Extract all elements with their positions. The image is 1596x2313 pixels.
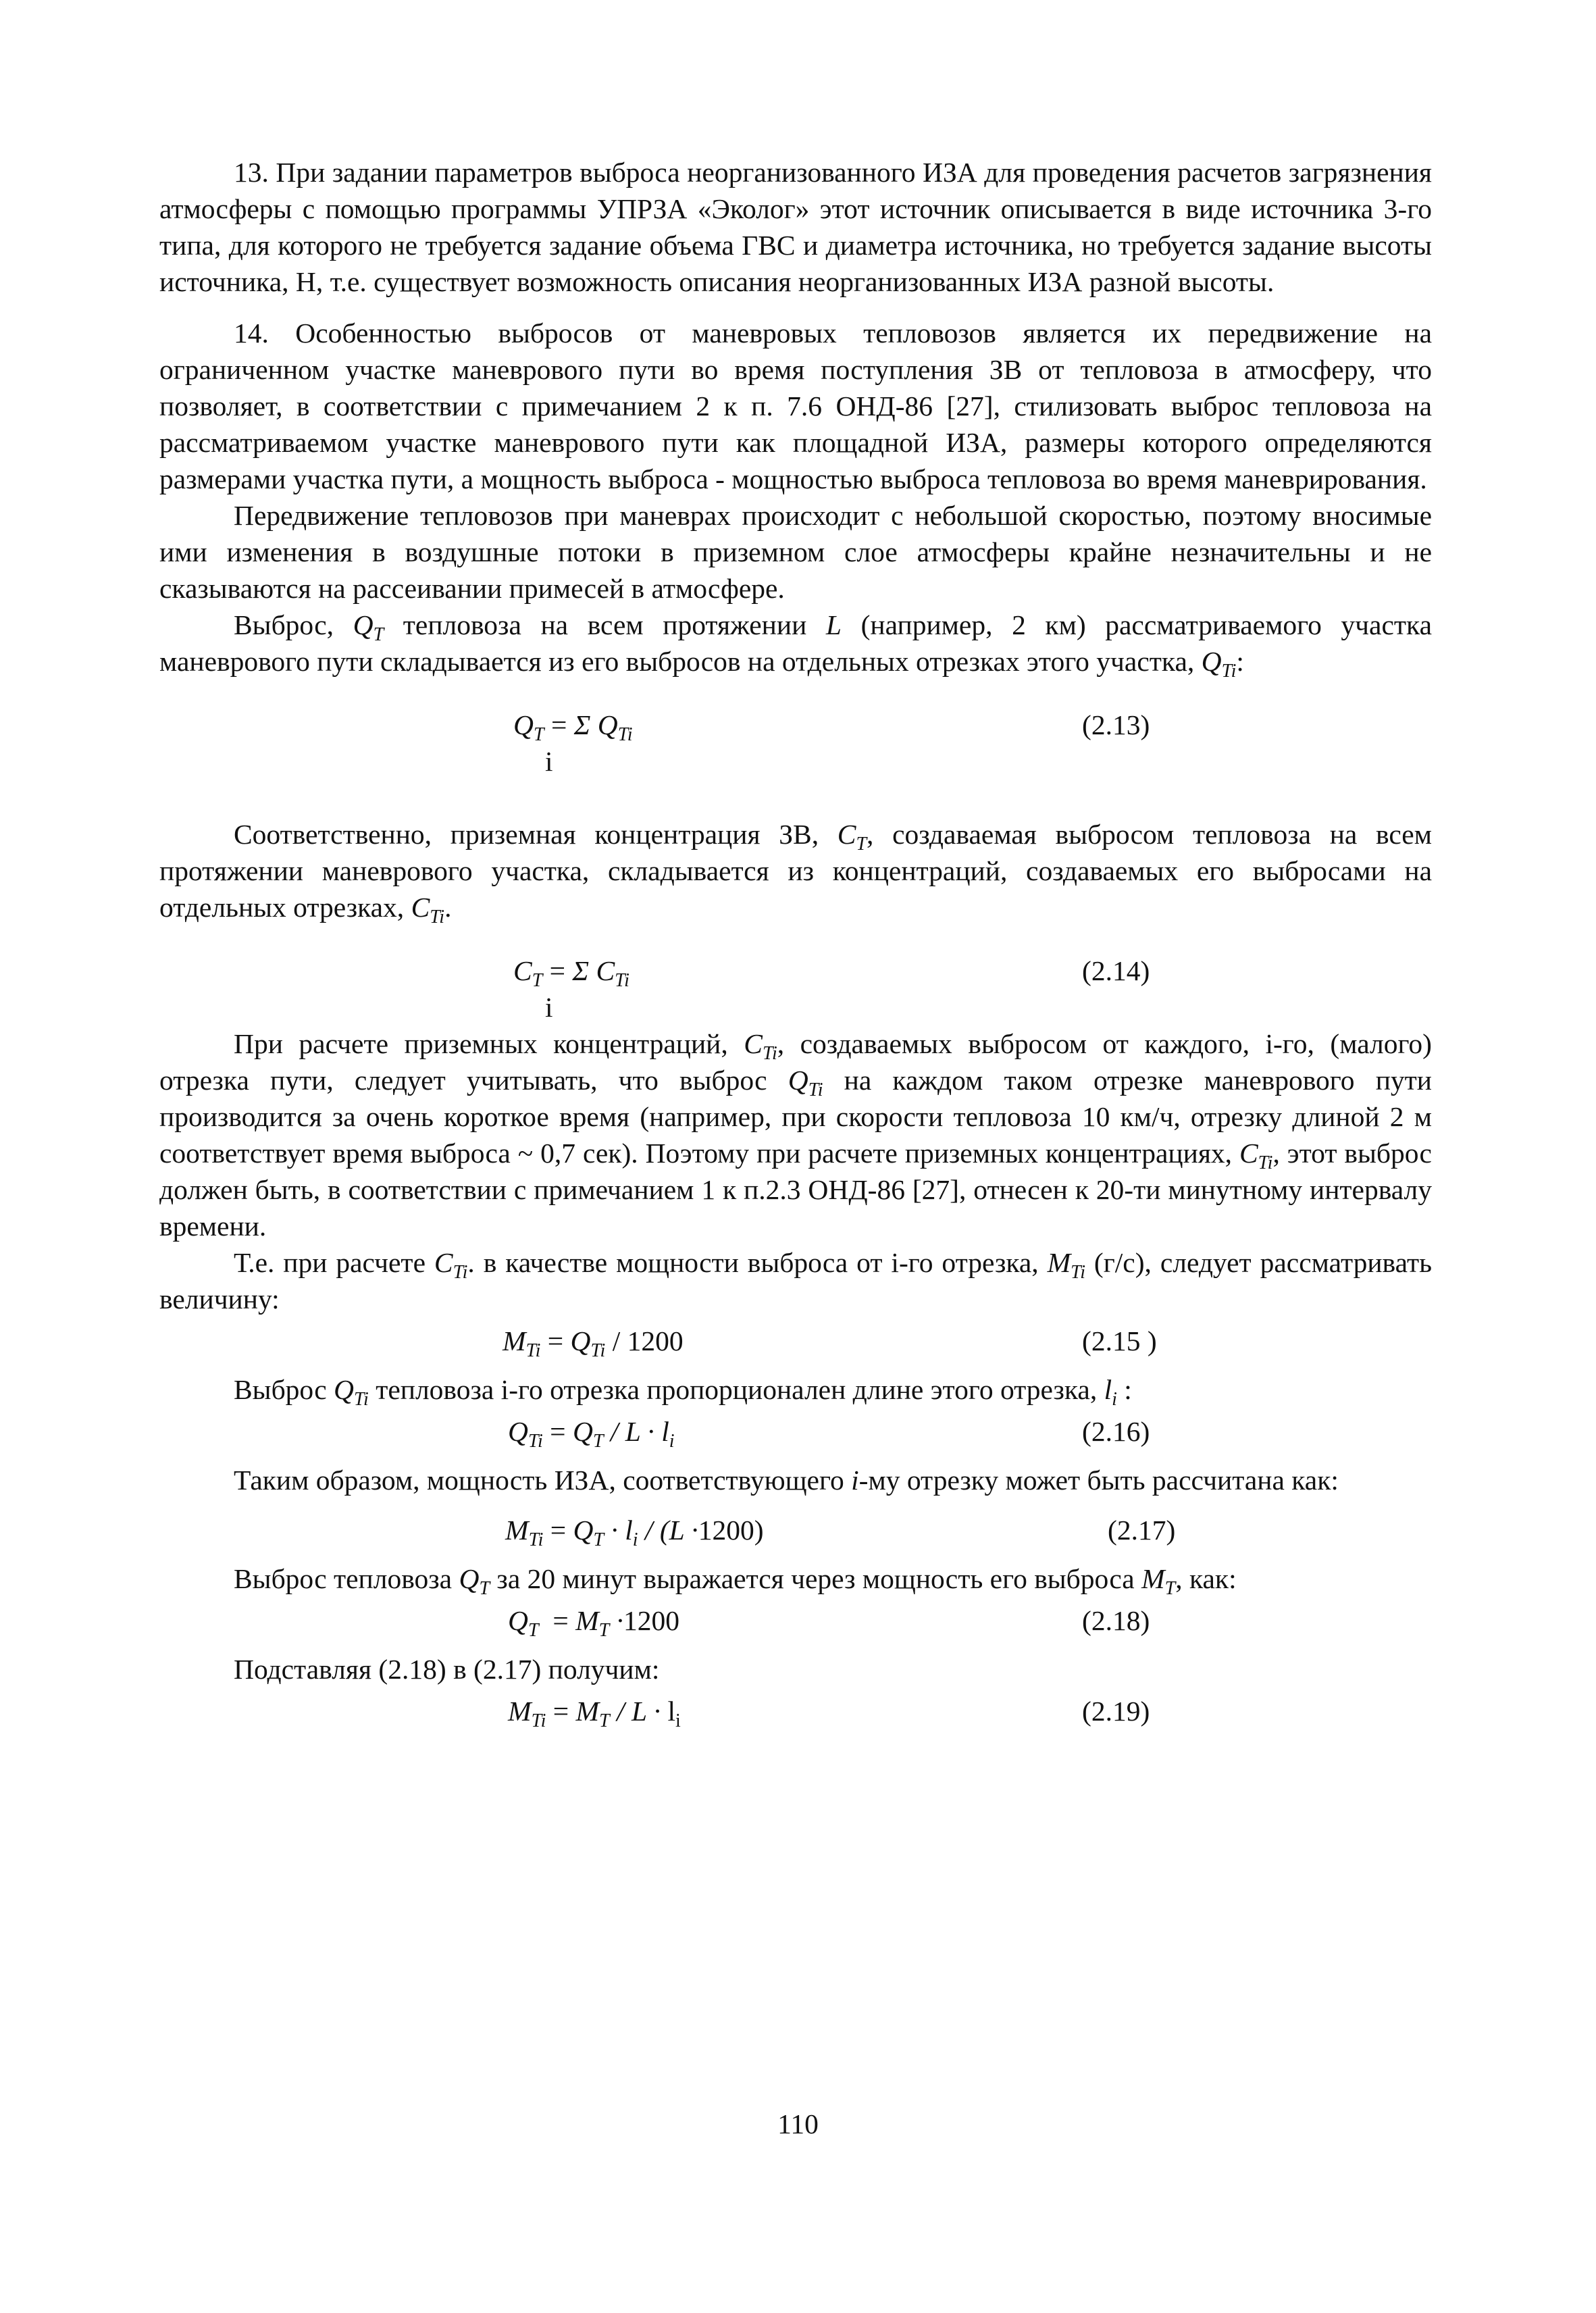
paragraph-concentration: Соответственно, приземная концентрация ЗВ, $C_T$, создаваемая выбросом тепловоза на всем протяжении маневрового участка, складывается из концентраций, создаваемых его выбросами на отдельных отрезках, $C_{Ti}$.: [159, 819, 1432, 927]
paragraph-20-minutes: Выброс тепловоза $Q_T$ за 20 минут выражается через мощность его выброса $M_T$, как:: [234, 1563, 1237, 1599]
equation-2-17: $M_{Ti} = Q_T \cdot l_i / (L \cdot 1200)$ (2.17): [159, 1512, 1432, 1548]
equation-2-19: $M_{Ti} = M_T / L \cdot l_i$ (2.19): [159, 1693, 1432, 1729]
paragraph-substitution: Подставляя (2.18) в (2.17) получим:: [234, 1654, 660, 1685]
equation-number: (2.14): [1082, 955, 1150, 986]
equation-2-16: $Q_{Ti} = Q_T / L \cdot l_i$ (2.16): [159, 1413, 1432, 1450]
equation-2-15: $M_{Ti} = Q_{Ti} / 1200$ (2.15 ): [159, 1323, 1432, 1359]
equation-2-14: $C_T = \Sigma$ $C_{Ti}$ i (2.14): [159, 952, 1432, 989]
paragraph-power-value: Т.е. при расчете $C_{Ti}$. в качестве мощности выброса от i-го отрезка, $M_{Ti}$ (г/с), следует рассматривать величину:: [159, 1247, 1433, 1315]
equation-number: (2.16): [1082, 1416, 1150, 1447]
paragraph-13: 13. При задании параметров выброса неорганизованного ИЗА для проведения расчетов загрязнения атмосферы с помощью программы УПРЗА «Эколог» этот источник описывается в виде источника 3-го типа, для которого не требуется задание объема ГВС и диаметра источника, но требуется задание высоты источника, Н, т.е. существует возможность описания неорганизованных ИЗА разной высоты.: [159, 157, 1432, 297]
paragraph-power-formula: Таким образом, мощность ИЗА, соответствующего i-му отрезку может быть рассчитана как:: [234, 1465, 1339, 1496]
paragraph-calculation-note: При расчете приземных концентраций, $C_{Ti}$, создаваемых выбросом от каждого, i-го, (малого) отрезка пути, следует учитывать, что выброс $Q_{Ti}$ на каждом таком отрезке маневрового пути производится за очень короткое время (например, при скорости тепловоза 10 км/ч, отрезку длиной 2 м соответствует время выброса ~ 0,7 сек). Поэтому при расчете приземных концентрациях, $C_{Ti}$, этот выброс должен быть, в соответствии с примечанием 1 к п.2.3 ОНД-86 [27], отнесен к 20-ти минутному интервалу времени.: [159, 1028, 1432, 1242]
paragraph-proportional: Выброс $Q_{Ti}$ тепловоза i-го отрезка пропорционален длине этого отрезка, $l_i$ :: [234, 1374, 1132, 1410]
equation-number: (2.19): [1082, 1696, 1150, 1727]
equation-2-13: $Q_T = \Sigma$ $Q_{Ti}$ i (2.13): [159, 707, 1432, 743]
page-number: 110: [777, 2108, 819, 2139]
equation-2-18: $Q_T = M_T \cdot 1200$ (2.18): [159, 1602, 1432, 1639]
equation-number: (2.13): [1082, 709, 1150, 740]
paragraph-locomotive-movement: Передвижение тепловозов при маневрах происходит с небольшой скоростью, поэтому вносимые ими изменения в воздушные потоки в приземном слое атмосферы крайне незначительны и не сказываются на рассеивании примесей в атмосфере.: [159, 500, 1432, 604]
paragraph-emission-sum: Выброс, $Q_T$ тепловоза на всем протяжении L (например, 2 км) рассматриваемого участка маневрового пути складывается из его выбросов на отдельных отрезках этого участка, $Q_{Ti}$:: [159, 609, 1432, 682]
equation-number: (2.15 ): [1082, 1325, 1157, 1356]
equation-number: (2.18): [1082, 1605, 1150, 1636]
paragraph-14: 14. Особенностью выбросов от маневровых тепловозов является их передвижение на ограниченном участке маневрового пути во время поступления ЗВ от тепловоза в атмосферу, что позволяет, в соответствии с примечанием 2 к п. 7.6 ОНД-86 [27], стилизовать выброс тепловоза на рассматриваемом участке маневрового пути как площадной ИЗА, размеры которого определяются размерами участка пути, а мощность выброса - мощностью выброса тепловоза во время маневрирования.: [159, 317, 1432, 494]
equation-number: (2.17): [1108, 1515, 1176, 1546]
document-body: [159, 154, 1432, 1729]
